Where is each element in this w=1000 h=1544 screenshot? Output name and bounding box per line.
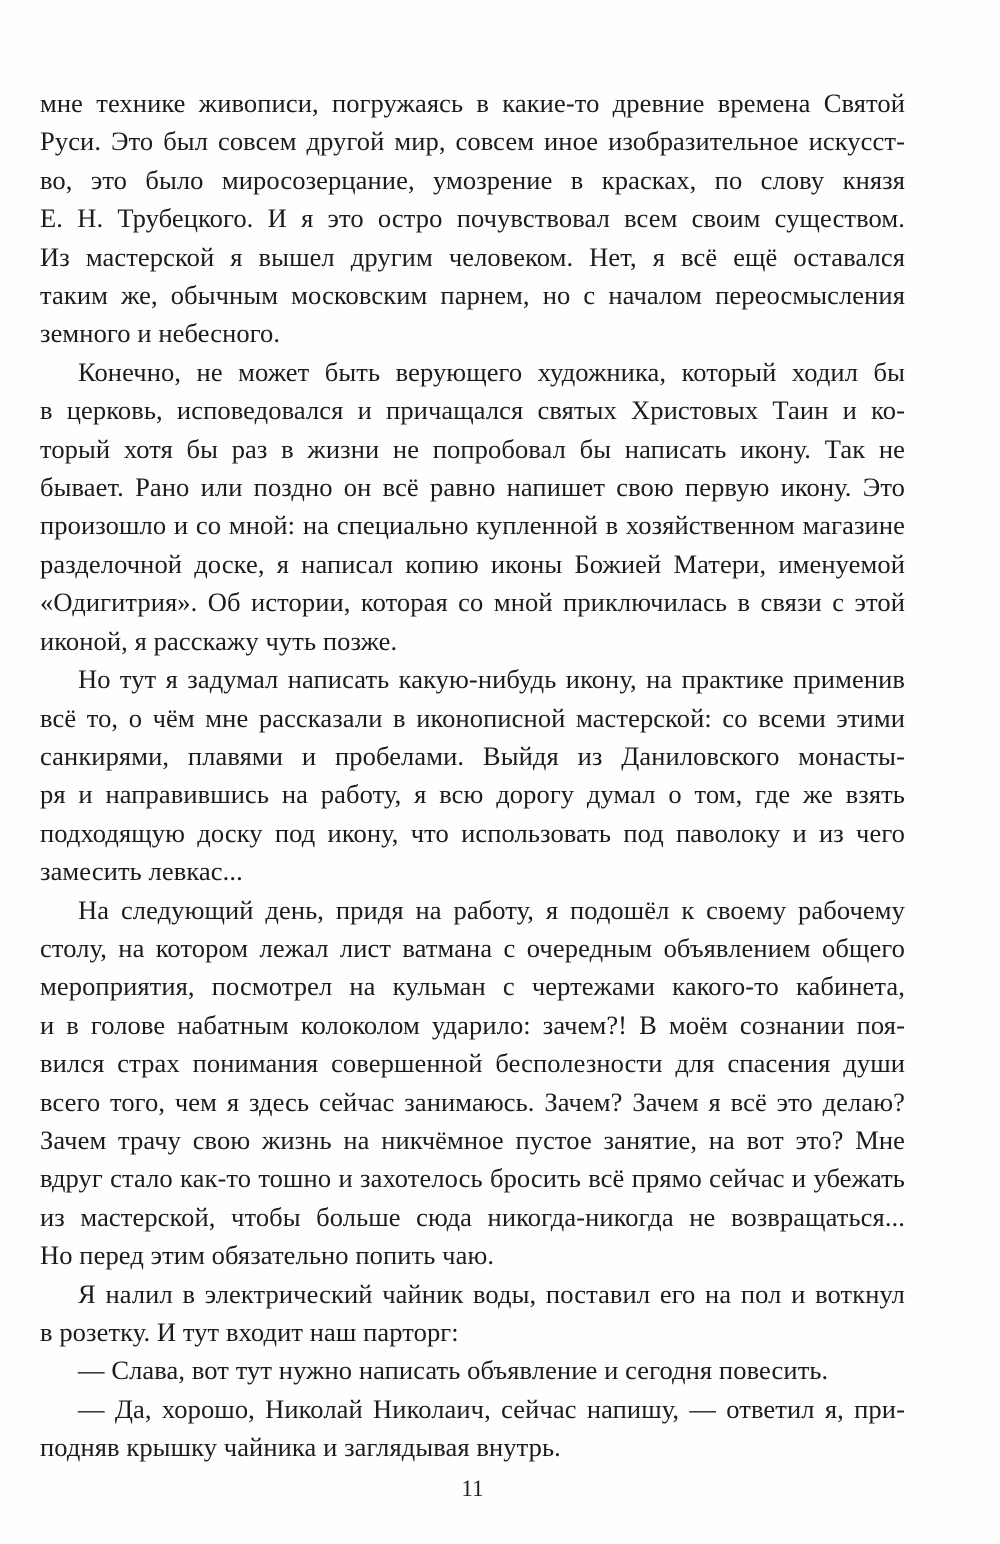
text-line: ря и направившись на работу, я всю дорогу думал о том, где же взять (40, 779, 905, 810)
text-line: таким же, обычным московским парнем, но с началом переосмысления (40, 280, 905, 311)
text-line: подходящую доску под икону, что использовать под паволоку и из чего (40, 817, 905, 848)
text-line: мероприятия, посмотрел на кульман с чертежами какого-то кабинета, (40, 971, 905, 1002)
text-line: Руси. Это был совсем другой мир, совсем иное изобразительное искусст- (40, 126, 905, 157)
text-line: в церковь, исповедовался и причащался святых Христовых Таин и ко- (40, 395, 905, 426)
text-line: Зачем трачу свою жизнь на никчёмное пустое занятие, на вот это? Мне (40, 1124, 905, 1155)
text-line: всё то, о чём мне рассказали в иконописной мастерской: со всеми этими (40, 702, 905, 733)
text-line: вдруг стало как-то тошно и захотелось бросить всё прямо сейчас и убежать (40, 1163, 905, 1194)
text-line: — Да, хорошо, Николай Николаич, сейчас напишу, — ответил я, при- (78, 1393, 905, 1424)
text-line: — Слава, вот тут нужно написать объявление и сегодня повесить. (78, 1355, 829, 1386)
text-line: во, это было миросозерцание, умозрение в красках, по слову князя (40, 164, 905, 195)
text-line: столу, на котором лежал лист ватмана с очередным объявлением общего (40, 932, 905, 963)
text-line: Конечно, не может быть верующего художника, который ходил бы (78, 356, 905, 387)
text-line: санкирями, плавями и пробелами. Выйдя из Даниловского монасты- (40, 740, 905, 771)
text-line: Но тут я задумал написать какую-нибудь икону, на практике применив (78, 664, 905, 695)
text-line: бывает. Рано или поздно он всё равно напишет свою первую икону. Это (40, 472, 905, 503)
text-line: мне технике живописи, погружаясь в какие-то древние времена Святой (40, 88, 905, 118)
text-line: Е. Н. Трубецкого. И я это остро почувствовал всем своим существом. (40, 203, 905, 234)
text-line: и в голове набатным колоколом ударило: зачем?! В моём сознании поя- (40, 1009, 905, 1040)
text-line: Из мастерской я вышел другим человеком. Нет, я всё ещё оставался (40, 241, 905, 272)
text-line: произошло и со мной: на специально купленной в хозяйственном магазине (40, 510, 905, 541)
page-text-block (40, 84, 905, 1467)
text-line: На следующий день, придя на работу, я подошёл к своему рабочему (78, 894, 905, 925)
text-line: в розетку. И тут входит наш парторг: (40, 1317, 459, 1347)
page-number: 11 (461, 1476, 484, 1501)
text-line: вился страх понимания совершенной бесполезности для спасения души (40, 1048, 905, 1079)
text-line: из мастерской, чтобы больше сюда никогда-никогда не возвращаться... (40, 1201, 905, 1232)
text-line: иконой, я расскажу чуть позже. (40, 625, 398, 656)
text-line: Я налил в электрический чайник воды, поставил его на пол и воткнул (78, 1278, 905, 1309)
text-line: торый хотя бы раз в жизни не попробовал бы написать икону. Так не (40, 433, 905, 464)
page-footer (40, 1476, 905, 1502)
text-line: замесить левкас... (40, 856, 243, 887)
text-line: «Одигитрия». Об истории, которая со мной приключилась в связи с этой (40, 587, 905, 618)
text-line: всего того, чем я здесь сейчас занимаюсь. Зачем? Зачем я всё это делаю? (40, 1086, 905, 1117)
text-line: земного и небесного. (40, 318, 281, 349)
text-line: разделочной доске, я написал копию иконы Божией Матери, именуемой (40, 548, 905, 579)
text-line: подняв крышку чайника и заглядывая внутрь. (40, 1432, 561, 1463)
text-line: Но перед этим обязательно попить чаю. (40, 1240, 495, 1271)
